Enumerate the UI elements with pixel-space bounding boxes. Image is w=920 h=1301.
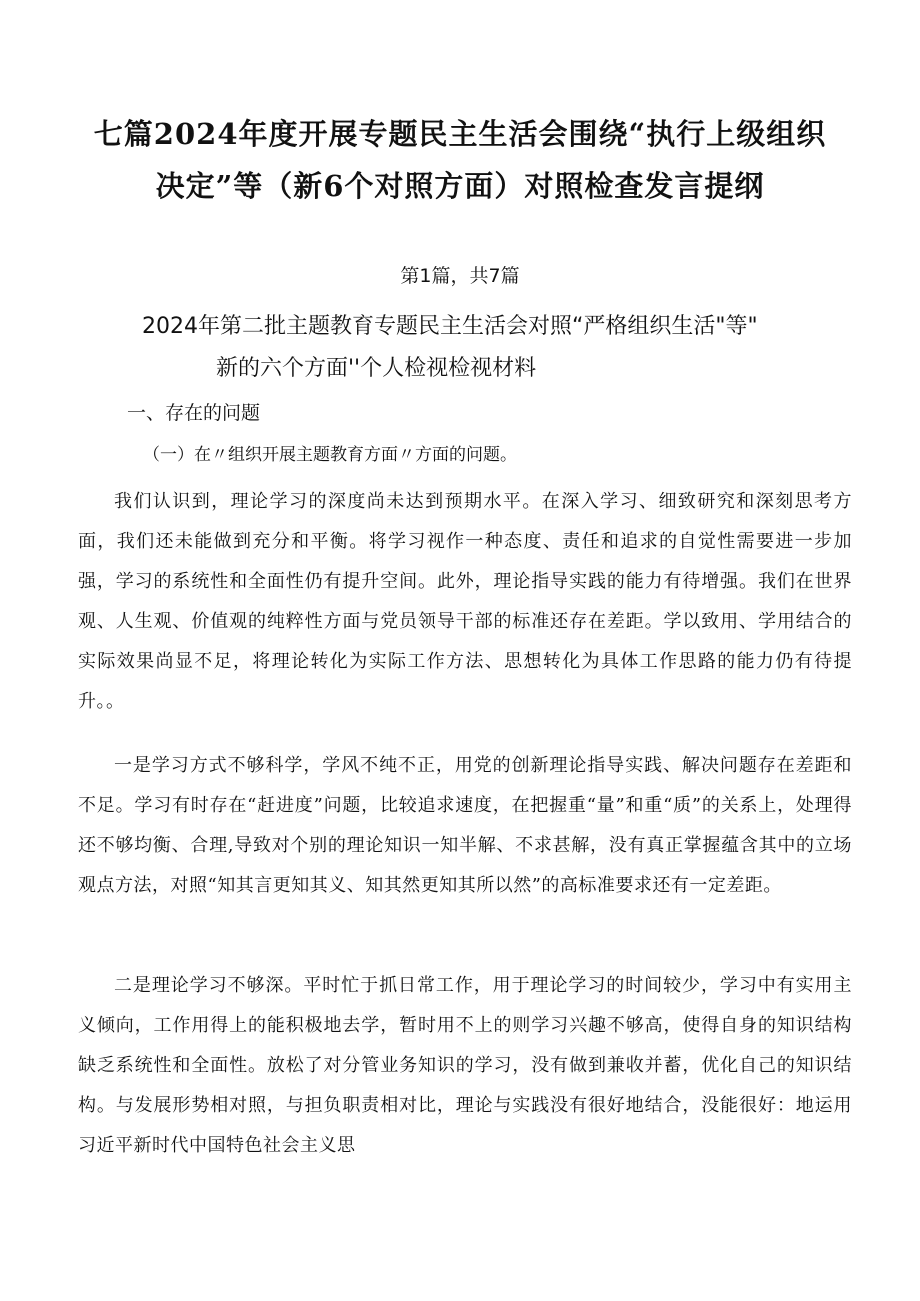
subsection-heading: （一）在〃组织开展主题教育方面〃方面的问题。 xyxy=(143,445,517,465)
body-paragraph-1: 我们认识到，理论学习的深度尚未达到预期水平。在深入学习、细致研究和深刻思考方面，我们还未能做到充分和平衡。将学习视作一种态度、责任和追求的自觉性需要进一步加强，学习的系统性和全面性仍有提升空间。此外，理论指导实践的能力有待增强。我们在世界观、人生观、价值观的纯粹性方面与党员领导干部的标准还存在差距。学以致用、学用结合的实际效果尚显不足，将理论转化为实际工作方法、思想转化为具体工作思路的能力仍有待提升。。 xyxy=(78,491,852,712)
section-heading: 一、存在的问题 xyxy=(127,402,261,424)
body-paragraph-2: 一是学习方式不够科学，学风不纯不正，用党的创新理论指导实践、解决问题存在差距和不足。学习有时存在“赶进度”问题，比较追求速度，在把握重“量”和重“质”的关系上，处理得还不够均衡、合理,导致对个别的理论知识一知半解、不求甚解，没有真正掌握蕴含其中的立场观点方法，对照“知其言更知其义、知其然更知其所以然”的高标准要求还有一定差距。 xyxy=(78,755,852,896)
article-title-line-1: 2024年第二批主题教育专题民主生活会对照“严格组织生活"等" xyxy=(142,314,758,339)
part-indicator: 第1篇，共7篇 xyxy=(400,265,520,287)
article-title xyxy=(60,306,860,390)
document-title xyxy=(60,108,860,212)
body-paragraph-3: 二是理论学习不够深。平时忙于抓日常工作，用于理论学习的时间较少，学习中有实用主义倾向，工作用得上的能积极地去学，暂时用不上的则学习兴趣不够高，使得自身的知识结构缺乏系统性和全面性。放松了对分管业务知识的学习，没有做到兼收并蓄，优化自己的知识结构。与发展形势相对照，与担负职责相对比，理论与实践没有很好地结合，没能很好：地运用习近平新时代中国特色社会主义思 xyxy=(78,975,852,1156)
document-title-line-2: 决定”等（新6个对照方面）对照检查发言提纲 xyxy=(155,169,765,203)
document-title-line-1: 七篇2024年度开展专题民主生活会围绕“执行上级组织 xyxy=(93,117,827,151)
article-title-line-2: 新的六个方面''个人检视检视材料 xyxy=(216,356,537,381)
